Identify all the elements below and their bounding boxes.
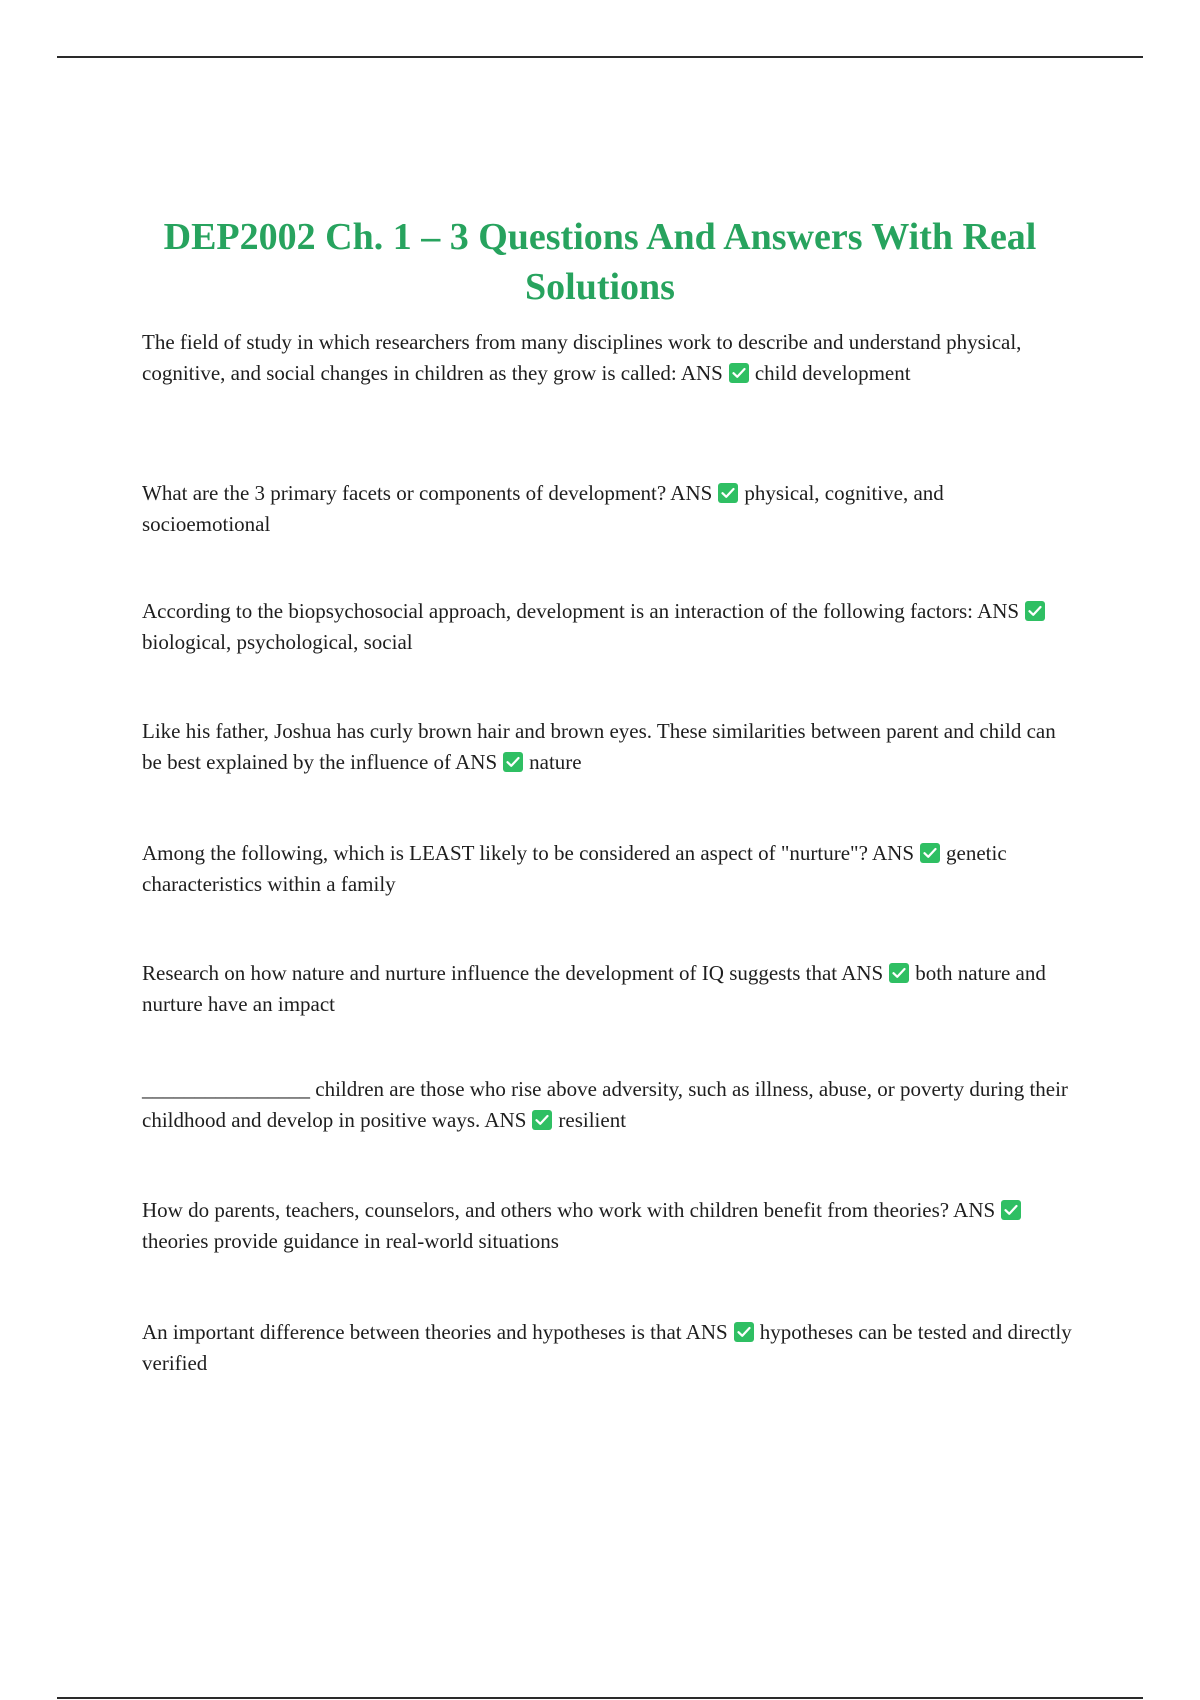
qa-item-8	[142, 1195, 1072, 1257]
answer-text: physical, cognitive, and socioemotional	[142, 481, 944, 536]
checkmark-icon	[503, 752, 523, 772]
question-text: According to the biopsychosocial approach, development is an interaction of the following factors: ANS	[142, 599, 1020, 623]
checkmark-icon	[889, 963, 909, 983]
answer-text: genetic characteristics within a family	[142, 841, 1007, 896]
answer-text: resilient	[558, 1108, 627, 1132]
question-text: What are the 3 primary facets or components of development? ANS	[142, 481, 713, 505]
answer-text: both nature and nurture have an impact	[142, 961, 1046, 1016]
qa-item-7	[142, 1074, 1072, 1136]
checkmark-icon	[734, 1322, 754, 1342]
checkmark-icon	[718, 483, 738, 503]
question-text: ________________ children are those who rise above adversity, such as illness, abuse, or poverty during their childhood and develop in positive ways. ANS	[142, 1077, 1068, 1132]
top-rule	[57, 56, 1143, 58]
question-text: The field of study in which researchers from many disciplines work to describe and understand physical, cognitive, and social changes in children as they grow is called: ANS	[142, 330, 1022, 385]
bottom-rule	[57, 1697, 1143, 1699]
answer-text: nature	[529, 750, 582, 774]
question-text: Among the following, which is LEAST likely to be considered an aspect of "nurture"? ANS	[142, 841, 915, 865]
answer-text: hypotheses can be tested and directly verified	[142, 1320, 1072, 1375]
question-text: An important difference between theories and hypotheses is that ANS	[142, 1320, 728, 1344]
qa-item-5	[142, 838, 1072, 900]
qa-item-4	[142, 716, 1072, 778]
qa-item-2	[142, 478, 1072, 540]
checkmark-icon	[920, 843, 940, 863]
question-text: Research on how nature and nurture influence the development of IQ suggests that ANS	[142, 961, 884, 985]
answer-text: biological, psychological, social	[142, 630, 413, 654]
answer-text: child development	[754, 361, 911, 385]
question-text: Like his father, Joshua has curly brown hair and brown eyes. These similarities between parent and child can be best explained by the influence of ANS	[142, 719, 1056, 774]
qa-item-6	[142, 958, 1072, 1020]
qa-item-9	[142, 1317, 1072, 1379]
checkmark-icon	[1025, 601, 1045, 621]
checkmark-icon	[729, 363, 749, 383]
qa-item-3	[142, 596, 1072, 658]
document-title: DEP2002 Ch. 1 – 3 Questions And Answers With Real Solutions	[163, 216, 1037, 308]
question-text: How do parents, teachers, counselors, and others who work with children benefit from theories? ANS	[142, 1198, 996, 1222]
answer-text: theories provide guidance in real-world situations	[142, 1229, 559, 1253]
checkmark-icon	[532, 1110, 552, 1130]
qa-item-1	[142, 327, 1072, 389]
checkmark-icon	[1001, 1200, 1021, 1220]
